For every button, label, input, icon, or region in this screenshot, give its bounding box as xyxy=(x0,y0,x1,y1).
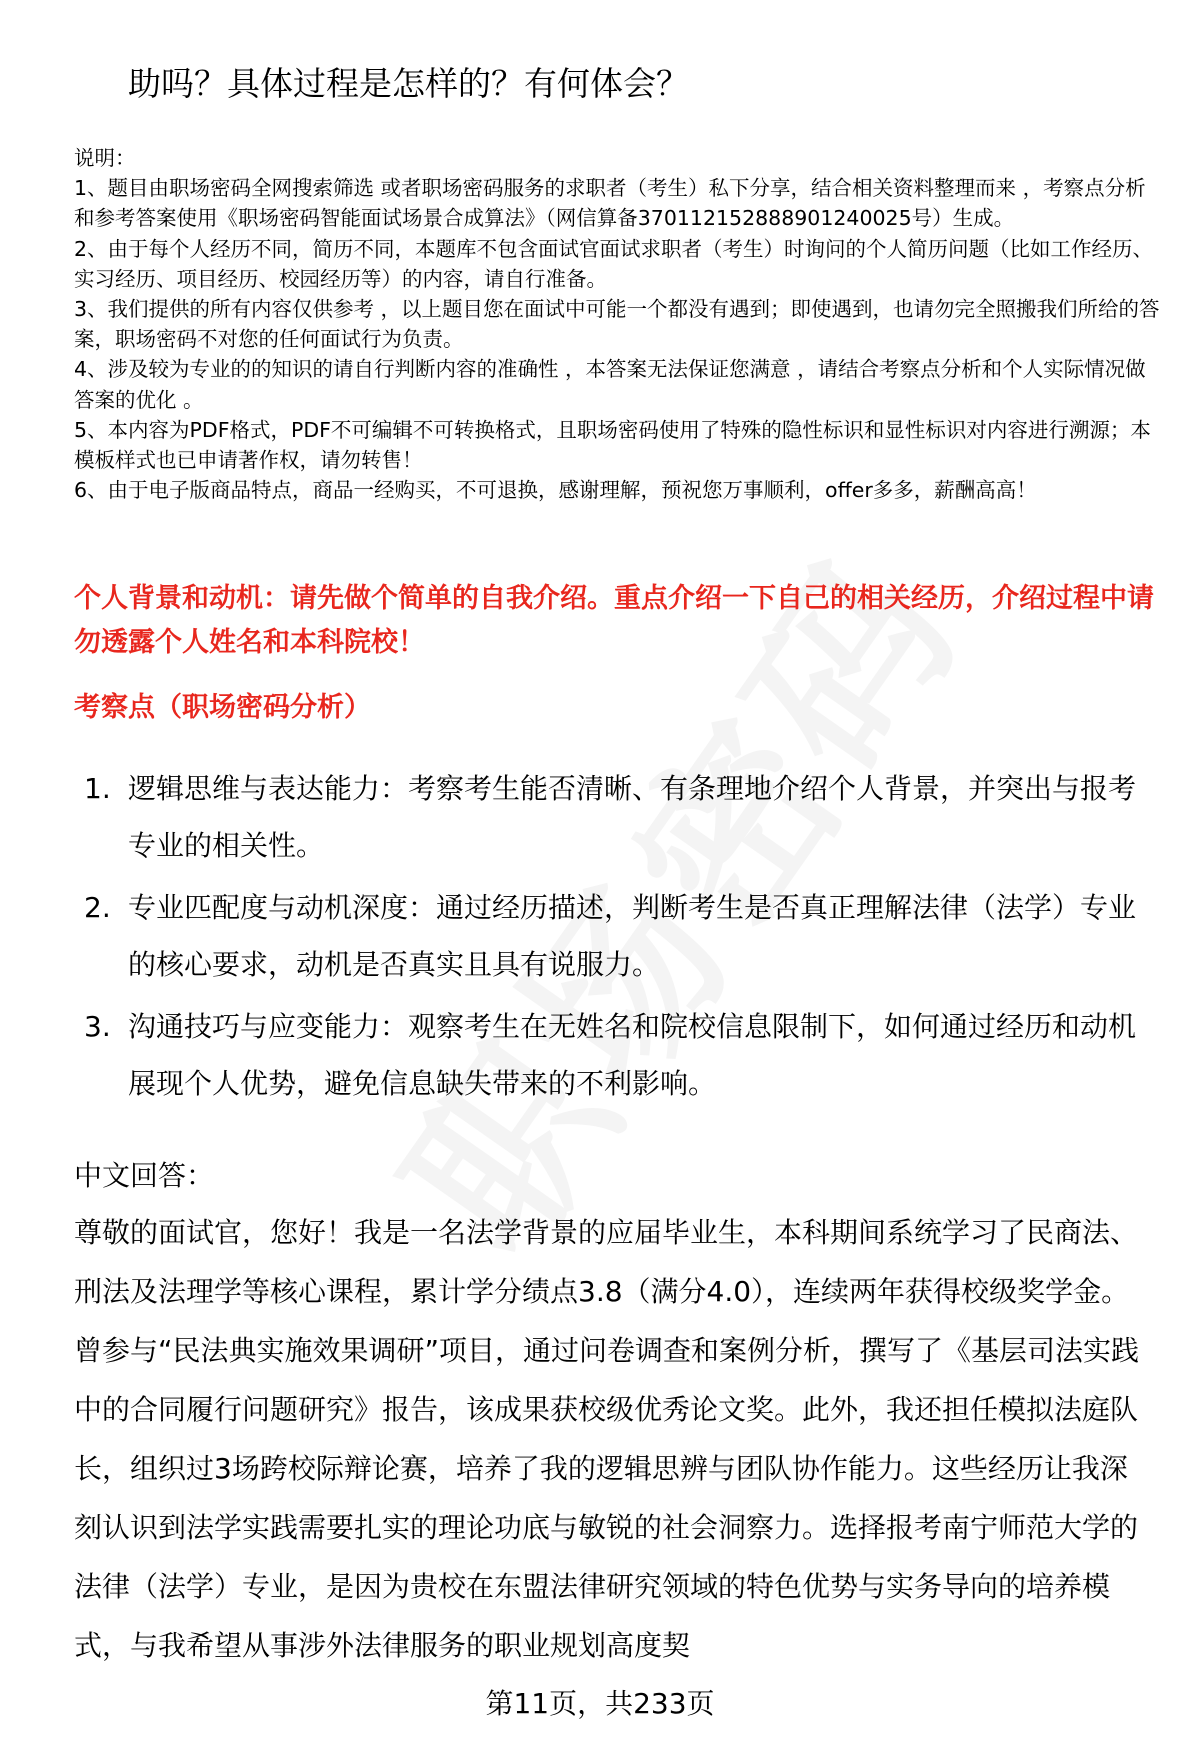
notes-item: 1、题目由职场密码全网搜索筛选 或者职场密码服务的求职者（考生）私下分享，结合相关资料整理而来 ，考察点分析和参考答案使用《职场密码智能面试场景合成算法》（网信算备370112152888901240025号）生成。 xyxy=(74,176,1146,231)
interview-question: 个人背景和动机：请先做个简单的自我介绍。重点介绍一下自己的相关经历，介绍过程中请勿透露个人姓名和本科院校！ xyxy=(74,583,1154,658)
point-number: 3. xyxy=(84,1010,111,1043)
notes-label: 说明： xyxy=(74,146,136,170)
notes-item: 6、由于电子版商品特点，商品一经购买，不可退换，感谢理解，预祝您万事顺利，offer多多，薪酬高高！ xyxy=(74,478,1037,503)
notes-item: 3、我们提供的所有内容仅供参考 ，以上题目您在面试中可能一个都没有遇到；即使遇到，也请勿完全照搬我们所给的答案，职场密码不对您的任何面试行为负责。 xyxy=(74,297,1160,352)
point-text: 逻辑思维与表达能力：考察考生能否清晰、有条理地介绍个人背景，并突出与报考专业的相关性。 xyxy=(128,772,1137,862)
analysis-heading: 考察点（职场密码分析） xyxy=(74,692,371,723)
notes-item: 4、涉及较为专业的的知识的请自行判断内容的准确性 ，本答案无法保证您满意 ，请结合考察点分析和个人实际情况做答案的优化 。 xyxy=(74,357,1146,412)
analysis-point xyxy=(74,879,1154,993)
page-footer: 第11页，共233页 xyxy=(485,1687,715,1720)
question-continuation: 助吗？具体过程是怎样的？有何体会？ xyxy=(128,64,689,103)
point-text: 沟通技巧与应变能力：观察考生在无姓名和院校信息限制下，如何通过经历和动机展现个人优势，避免信息缺失带来的不利影响。 xyxy=(128,1010,1137,1100)
analysis-point xyxy=(74,998,1154,1112)
answer-label: 中文回答： xyxy=(74,1159,215,1192)
notes-item: 5、本内容为PDF格式，PDF不可编辑不可转换格式，且职场密码使用了特殊的隐性标识和显性标识对内容进行溯源；本模板样式也已申请著作权，请勿转售！ xyxy=(74,417,1151,473)
analysis-points xyxy=(74,760,1154,1117)
point-number: 1. xyxy=(84,772,111,805)
notes-item: 2、由于每个人经历不同，简历不同，本题库不包含面试官面试求职者（考生）时询问的个人简历问题（比如工作经历、实习经历、项目经历、校园经历等）的内容，请自行准备。 xyxy=(74,236,1154,291)
analysis-point xyxy=(74,760,1154,874)
point-number: 2. xyxy=(84,891,111,924)
notes-section xyxy=(74,143,1164,505)
point-text: 专业匹配度与动机深度：通过经历描述，判断考生是否真正理解法律（法学）专业的核心要求，动机是否真实且具有说服力。 xyxy=(128,891,1137,981)
answer-text: 尊敬的面试官，您好！我是一名法学背景的应届毕业生，本科期间系统学习了民商法、刑法及法理学等核心课程，累计学分绩点3.8（满分4.0），连续两年获得校级奖学金。曾参与“民法典实施效果调研”项目，通过问卷调查和案例分析，撰写了《基层司法实践中的合同履行问题研究》报告，该成果获校级优秀论文奖。此外，我还担任模拟法庭队长，组织过3场跨校际辩论赛，培养了我的逻辑思辨与团队协作能力。这些经历让我深刻认识到法学实践需要扎实的理论功底与敏锐的社会洞察力。选择报考南宁师范大学的法律（法学）专业，是因为贵校在东盟法律研究领域的特色优势与实务导向的培养模式，与我希望从事涉外法律服务的职业规划高度契 xyxy=(74,1216,1140,1662)
